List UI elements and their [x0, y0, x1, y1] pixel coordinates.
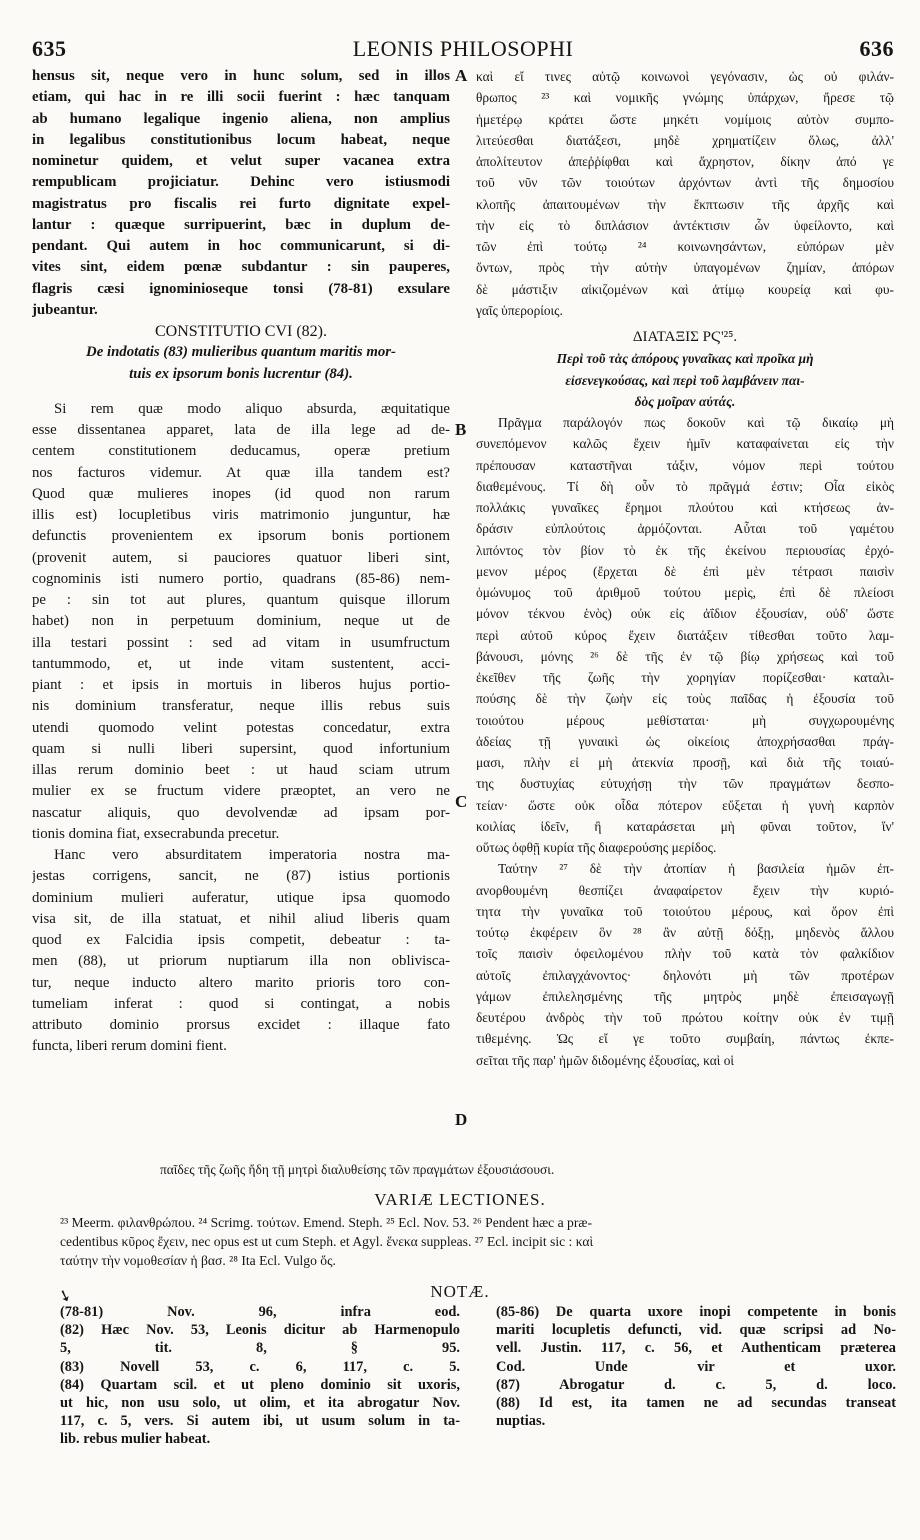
greek-text-line: γάμων ἐπιλελησμένης τῆς μητρὸς μηδὲ ἐπεισαγωγῇ	[476, 988, 894, 1004]
greek-subtitle-line: δὸς μοῖραν αὐτάς.	[634, 393, 736, 409]
latin-text-line: illis est) locupletibus viris matrimonio junguntur, hæ	[32, 507, 450, 523]
latin-paragraph-3	[32, 845, 450, 1058]
latin-paragraph-2	[32, 399, 450, 845]
latin-text-line: cognominis isti numero portio, quadrans (85-86) nem-	[32, 570, 450, 587]
greek-text-line: ἐκεῖθεν τῆς ζωῆς τὴν χορηγίαν πορίζεσθαι· καταλι-	[476, 670, 894, 685]
latin-text-line: tumeliam inferat : quod si contingat, a nobis	[32, 995, 450, 1012]
latin-text-line: pe : sin tot aut plures, quantum quisque illorum	[32, 592, 450, 608]
note-line: Cod. Unde vir et uxor.	[496, 1358, 896, 1375]
running-header	[32, 36, 894, 66]
greek-text-line: πολλάκις γυναῖκες ἔρημοι πλούτου καὶ κτήσεως ἀν-	[476, 500, 894, 515]
greek-text-line: κλοπῆς ἀπαιτουμένων τὴν ἔκπτωσιν τῆς ἀρχῆς καὶ	[476, 196, 894, 212]
note-line: nuptias.	[496, 1413, 546, 1430]
latin-text-line: hensus sit, neque vero in hunc solum, sed in illos	[32, 68, 450, 84]
greek-text-line: γαῖς ὑπερορίοις.	[476, 302, 563, 318]
note-line: vell. Justin. 117, c. 56, et Authenticam præterea	[496, 1340, 896, 1357]
greek-text-line: ὁμώνυμος τοῦ ἀριθμοῦ τούτου μερὶς, ἐπὶ δὲ πλείοσι	[476, 585, 894, 600]
latin-text-line: pendant. Qui autem in hoc communicarunt, si di-	[32, 238, 450, 254]
greek-paragraph-2	[476, 412, 894, 858]
latin-text-line: vites sint, eidem pœnæ subdantur : sin pauperes,	[32, 259, 450, 276]
greek-text-line: της δυστυχίας εὐτυχήσῃ τὴν τῶν πραγμάτων δεσπο-	[476, 776, 894, 792]
greek-text-line: τοιούτου μέρους μεθίσταται· μὴ συγχωρουμένης	[476, 712, 894, 728]
greek-paragraph-1	[476, 66, 894, 321]
note-line: lib. rebus mulier habeat.	[60, 1431, 211, 1448]
greek-text-line: ανορθουμένη θεσπίζει ἀναφαίρετον ἔχειν τὴν κυριό-	[476, 882, 894, 898]
note-line: mariti locupletis defuncti, vid. quæ scripsi ad No-	[496, 1322, 896, 1339]
latin-text-line: habet) non in perpetuum dominium, neque ut de	[32, 613, 450, 630]
greek-text-line: σεῖται τῆς παρ' ἡμῶν διδομένης ἐξουσίας, καὶ οἱ	[476, 1052, 735, 1068]
latin-text-line: rempublicam projiciatur. Dehinc vero istiusmodi	[32, 174, 450, 191]
latin-text-line: etiam, qui hac in re illi socii fuerint : hæc tanquam	[32, 89, 450, 106]
margin-letter-b: B	[455, 420, 467, 439]
left-page-number: 635	[32, 36, 67, 61]
greek-continuation-line: παῖδες τῆς ζωῆς ἤδη τῇ μητρὶ διαλυθείσης τῶν πραγμάτων ἐξουσιάσουσι.	[160, 1162, 555, 1177]
greek-text-line: ἀδείας τῇ γυναικὶ ὡς οἰκείοις ἀποχρήσασθαι πράγ-	[476, 733, 894, 749]
greek-text-line: θρωπος ²³ καὶ νομικῆς γνώμης ὑπάρχων, ἤρεσε τῷ	[476, 90, 894, 106]
latin-text-line: mulier ex se fructum videre præoptet, an vero ne	[32, 783, 450, 800]
greek-constitution-subtitle	[476, 348, 894, 412]
latin-constitution-subtitle	[32, 342, 450, 385]
greek-text-line: διαθεμένους. Τί δὴ οὖν τὸ πρᾶγμά ἐστιν; Οἷα εἰκὸς	[476, 478, 894, 494]
latin-text-line: nominetur quidem, et velut super vacanea extra	[32, 153, 450, 169]
note-line: (87) Abrogatur d. c. 5, d. loco.	[496, 1376, 896, 1393]
greek-text-line: ἡμετέρῳ κράτει ὥστε μηκέτι νομίμοις αὐτὸν συμπο-	[476, 111, 894, 127]
latin-text-line: jubeantur.	[32, 301, 98, 318]
notes-marker-icon: ➘	[55, 1286, 74, 1307]
latin-column	[32, 66, 450, 1058]
latin-text-line: dominium mulieri auferatur, utique ipsa quomodo	[32, 889, 450, 906]
note-line: ut hic, non usu solo, ut olim, et ita abrogatur Nov.	[60, 1395, 460, 1412]
greek-text-line: δευτέρου ἀνδρὸς τὴν τοῦ πρώτου κοίτην οὐκ ἐν τιμῇ	[476, 1010, 894, 1025]
latin-text-line: Hanc vero absurditatem imperatoria nostra ma-	[54, 847, 450, 863]
latin-text-line: utendi quomodo velint potestas concedatur, extra	[32, 719, 450, 736]
greek-text-line: λιτεύεσθαι διατάξεσι, μηδὲ χρηματίζειν ὅλως, ἀλλ'	[476, 132, 894, 148]
notae-heading: NOTÆ.	[430, 1282, 490, 1301]
variae-line: ²³ Meerm. φιλανθρώπου. ²⁴ Scrimg. τούτων. Emend. Steph. ²⁵ Ecl. Nov. 53. ²⁶ Pendent hæc a præ-	[60, 1215, 592, 1230]
notes-right-column	[496, 1303, 896, 1430]
greek-text-line: καὶ εἴ τινες αὐτῷ κοινωνοὶ γεγόνασιν, ὡς οὐ φιλάν-	[476, 69, 894, 84]
greek-text-line: Πρᾶγμα παράλογόν πως δοκοῦν καὶ τῷ δικαίῳ μὴ	[498, 415, 894, 430]
greek-subtitle-line: εἰσενεγκούσας, καὶ περὶ τοῦ λαμβάνειν παι-	[565, 372, 805, 388]
greek-text-line: μενον μέρος (ἔρχεται δὲ ἐπὶ μὲν τέτρασι παισὶν	[476, 563, 894, 579]
latin-text-line: flagris cæsi ignominioseque tonsi (78-81) exsulare	[32, 280, 450, 297]
greek-text-line: τῶν ἐπὶ τούτῳ ²⁴ κοινωνησάντων, εὐπόρων μὲν	[476, 239, 894, 254]
greek-text-line: αὐτοῖς ἐπιλαγχάνοντος· δηλονότι μὴ τῶν προτέρων	[476, 967, 894, 983]
greek-text-line: Ταύτην ²⁷ δὲ τὴν ἀτοπίαν ἡ βασιλεία ἡμῶν ἐπ-	[498, 861, 894, 877]
latin-text-line: functa, liberi rerum domini fient.	[32, 1038, 227, 1055]
greek-subtitle-line: Περὶ τοῦ τὰς ἀπόρους γυναῖκας καὶ προῖκα μὴ	[556, 351, 814, 367]
right-page-number: 636	[859, 36, 894, 61]
note-line: (84) Quartam scil. et ut pleno dominio sit uxoris,	[60, 1376, 460, 1393]
note-line: (82) Hæc Nov. 53, Leonis dicitur ab Harmenopulo	[60, 1322, 460, 1339]
latin-text-line: nascatur aliquis, quo devolvendæ ad ipsam por-	[32, 804, 450, 821]
note-line: (83) Novell 53, c. 6, 117, c. 5.	[60, 1358, 460, 1375]
greek-text-line: τοῦ νῦν τῶν τοιούτων ἀρχόντων ἀντὶ τῆς δημοσίου	[476, 175, 894, 191]
greek-text-line: τιθεμένης. Ὡς εἴ γε τοῦτο συμβαίη, πάντως ἐκπε-	[476, 1031, 894, 1047]
variae-line: cedentibus κῦρος ἔχειν, nec opus est ut cum Steph. et Agyl. ἕνεκα suppleas. ²⁷ Ecl. incipit sic : καὶ	[60, 1234, 594, 1249]
running-title: LEONIS PHILOSOPHI	[352, 36, 574, 61]
latin-text-line: esse dissentanea apparet, lata de illa lege ad de-	[32, 422, 450, 438]
latin-text-line: (provenit autem, si pauciores quatuor liberi sint,	[32, 549, 450, 566]
latin-text-line: illas rerum dominio beet : ut haud sciam utrum	[32, 762, 450, 778]
greek-paragraph-3	[476, 858, 894, 1071]
latin-text-line: illa testari possint : sed ad vitam in usumfructum	[32, 634, 450, 651]
latin-text-line: tur, neque inducto altero marito prioris toro con-	[32, 974, 450, 991]
greek-text-line: βάνουσι, μόνης ²⁶ δὲ τῆς ἐν τῷ βίῳ χρήσεως καὶ τοῦ	[476, 648, 894, 664]
greek-constitution-title: ΔΙΑΤΑΞΙΣ ΡϚ'²⁵.	[632, 329, 738, 345]
latin-text-line: in legalibus constitutionibus locum habeat, neque	[32, 131, 450, 148]
note-line: 117, c. 5, vers. Si autem ibi, ut usum solum in ta-	[60, 1413, 460, 1430]
latin-subtitle-line: tuis ex ipsorum bonis lucrentur (84).	[129, 365, 353, 382]
note-line: (88) Id est, ita tamen ne ad secundas transeat	[496, 1395, 896, 1412]
latin-text-line: centem constitutionem deducamus, operæ pretium	[32, 443, 450, 460]
greek-text-line: ἀπολίτευτον ἀπεῤῥίφθαι καὶ ἄχρηστον, δίκην ἀπό γε	[476, 154, 894, 169]
latin-text-line: lantur : quæque surripuerint, bæc in duplum de-	[32, 216, 450, 233]
latin-text-line: attributo dominio prorsus excidet : illaque fato	[32, 1017, 450, 1033]
greek-text-line: τείαν· ὥστε οὐκ οἶδα πότερον εὔξεται ἡ γυνὴ καρπὸν	[476, 797, 894, 813]
latin-text-line: Si rem quæ modo aliquo absurda, æquitatique	[54, 400, 450, 417]
greek-text-line: πρέπουσαν καταστῆναι τάξιν, νόμον περὶ τούτου	[476, 457, 894, 473]
latin-text-line: magistratus pro fiscalis rei furto dignitate expel-	[32, 195, 450, 212]
greek-text-line: κοιλίας ἰδεῖν, ἢ καταράσεται μὴ φῦναι τοῦτον, ἵν'	[476, 818, 894, 834]
greek-text-line: τοῖς παισὶν ὀφειλομένου πλὴν τοῦ κατὰ τὸν φαλκίδιον	[476, 946, 894, 962]
greek-text-line: μασι, πλὴν εἰ μὴ ἀτεκνία προσῇ, καὶ διὰ τῆς τοιαύ-	[476, 755, 894, 770]
greek-text-line: δὲ μάστιξιν αἰκιζομένων καὶ ἀτίμῳ κουρείᾳ καὶ φυ-	[476, 281, 894, 297]
latin-paragraph-1	[32, 66, 450, 321]
latin-text-line: Quod quæ mulieres inopes (id quod non rarum	[32, 485, 450, 502]
latin-text-line: nos facturos videmur. At quæ illa tandem est?	[32, 464, 450, 481]
variae-line: ταύτην τὴν νομοθεσίαν ἡ βασ. ²⁸ Ita Ecl. Vulgo ὅς.	[60, 1253, 336, 1268]
latin-subtitle-line: De indotatis (83) mulieribus quantum maritis mor-	[86, 344, 396, 361]
latin-text-line: visa sit, de illa statuat, et nihil aliud liberis quam	[32, 910, 450, 927]
greek-text-line: περὶ αὐτοῦ κύρος ἔχειν διατάξειν τίθεσθαι τοῦτο λαμ-	[476, 627, 894, 643]
latin-text-line: nis dominium transferatur, neque illis rebus suis	[32, 698, 450, 715]
latin-text-line: tantummodo, et, ut inde vitam sustentent, acci-	[32, 655, 450, 672]
latin-text-line: ab humano legalique ingenio aliena, non amplius	[32, 110, 450, 127]
greek-text-line: δράσιν εὐπλούτοις ἁρμόζονται. Αὗται τοῦ γαμέτου	[476, 521, 894, 537]
latin-text-line: piant : et ipsis in mortuis in liberos hujus portio-	[32, 677, 450, 693]
greek-text-line: συνεπόμενον καλῶς ἔχειν ἡμῖν καταφαίνεται εἰς τὴν	[476, 436, 894, 452]
margin-letter-a: A	[455, 66, 468, 85]
latin-text-line: defunctis provenientem ex ipsorum bonis portionem	[32, 528, 450, 545]
note-line: (78-81) Nov. 96, infra eod.	[60, 1304, 460, 1320]
note-line: 5, tit. 8, § 95.	[60, 1340, 460, 1357]
variae-lectiones-heading: VARIÆ LECTIONES.	[374, 1190, 546, 1209]
margin-letter-d: D	[455, 1110, 468, 1129]
greek-column	[476, 66, 894, 1071]
latin-text-line: men (88), ut priorum nuptiarum illa non oblivisca-	[32, 953, 450, 970]
latin-text-line: jestas corrigens, sancit, ne (87) istius portionis	[32, 868, 450, 885]
latin-text-line: quod ex Falcidia ipsis competit, debeatur : ta-	[32, 932, 450, 948]
latin-text-line: quam si nulli liberi supersint, quod infortunium	[32, 740, 450, 757]
note-line: (85-86) De quarta uxore inopi competente in bonis	[496, 1304, 896, 1320]
greek-text-line: μόνον τέκνου ἑνὸς) οὐκ εἰς ἀΐδιον ἐξουσίαν, οὐδ' ὥστε	[476, 606, 894, 622]
greek-text-line: λιπόντος τὸν βίον τὸ ἐκ τῆς ἐκείνου περιουσίας ἐρχό-	[476, 542, 894, 558]
latin-constitution-title: CONSTITUTIO CVI (82).	[155, 323, 327, 340]
greek-text-line: τητα τὴν γυναῖκα τοῦ τοιούτου μέρους, καὶ ὅρον ἐπὶ	[476, 903, 894, 919]
latin-text-line: tionis domina fiat, exsecrabunda precetur.	[32, 825, 280, 842]
greek-text-line: οὕτως ὀφθῇ κυρία τῆς διαφερούσης μερίδος.	[476, 840, 717, 855]
notes-left-column	[60, 1303, 460, 1449]
greek-text-line: πούσης δὲ τὴν ζωὴν εἰς τοὺς παῖδας ἡ ἐξουσία τοῦ	[476, 691, 894, 707]
greek-text-line: ὄντων, πρὸς τὴν αὐτὴν ὑπαγομένων ζημίαν, ἀπόρων	[476, 260, 894, 276]
greek-text-line: τὴν εἰς τὸ διπλάσιον ἀντέκτισιν ὧν ὑφείλοντο, καὶ	[476, 217, 894, 233]
greek-text-line: τούτῳ ἐκφέρειν ὃν ²⁸ ἂν αὐτῇ δόξῃ, μηδενὸς ἄλλου	[476, 925, 894, 940]
margin-letter-c: C	[455, 792, 468, 811]
